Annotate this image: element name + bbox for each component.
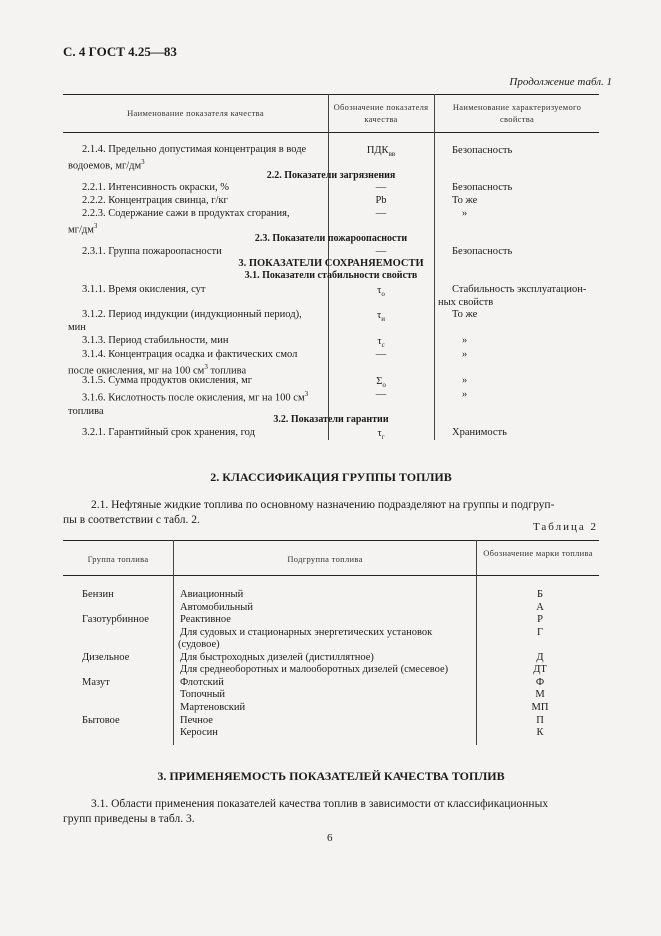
- table1-header-symbol: Обозначение показателя качества: [333, 102, 429, 124]
- table-row: 3.1.3. Период стабильности, мин: [82, 335, 229, 346]
- table2-col-divider: [476, 540, 477, 575]
- table-row: 2.3.1. Группа пожароопасности: [82, 246, 222, 257]
- table2-label: Таблица 2: [532, 521, 598, 533]
- subgroup-cell-cont: (судовое): [178, 639, 220, 650]
- symbol-cell: $\tau_о$: [377, 285, 385, 299]
- subgroup-cell: Для быстроходных дизелей (дистиллятное): [180, 652, 374, 663]
- subgroup-cell: Автомобильный: [180, 602, 253, 613]
- subgroup-cell: Реактивное: [180, 614, 231, 625]
- table-row: 3.1.6. Кислотность после окисления, мг на 100 $см^3$ топлива: [68, 390, 309, 417]
- mark-cell: П: [536, 715, 544, 726]
- mark-cell: М: [535, 689, 545, 700]
- table2-header-subgroup: Подгруппа топлива: [287, 554, 363, 564]
- table1-header-rule: [63, 132, 599, 133]
- group-cell: Бензин: [82, 589, 114, 600]
- group-cell: Мазут: [82, 677, 110, 688]
- table-row: 3.1.2. Период индукции (индукционный период), мин: [68, 309, 302, 333]
- table-row: 2.2.2. Концентрация свинца, г/кг: [82, 195, 228, 206]
- table-row: 3.2.1. Гарантийный срок хранения, год: [82, 427, 255, 438]
- table-row: 3.1.4. Концентрация осадка и фактических смол после окисления, мг на 100 $см^3$ топлива: [68, 349, 298, 377]
- property-cell: Безопасность: [452, 182, 513, 193]
- subgroup-cell: Топочный: [180, 689, 226, 700]
- page-header: С. 4 ГОСТ 4.25—83: [63, 44, 177, 59]
- property-cell: Безопасность: [452, 246, 513, 257]
- property-cell: То же: [452, 309, 478, 320]
- paragraph: 3.1. Области применения показателей качества топлив в зависимости от классификационных групп приведены в табл. 3.: [63, 798, 549, 825]
- subsection-heading: 3.1. Показатели стабильности свойств: [244, 270, 418, 281]
- subsection-heading: 2.3. Показатели пожароопасности: [254, 233, 408, 244]
- mark-cell: А: [536, 602, 544, 613]
- subgroup-cell: Мартеновский: [180, 702, 246, 713]
- section-title: 3. ПРИМЕНЯЕМОСТЬ ПОКАЗАТЕЛЕЙ КАЧЕСТВА ТОПЛИВ: [157, 769, 505, 783]
- table1-col-divider: [434, 94, 435, 132]
- table2-header-group: Группа топлива: [87, 554, 149, 564]
- symbol-cell: $\tau_с$: [377, 336, 385, 350]
- property-cell: »: [462, 349, 468, 360]
- subgroup-cell: Печное: [180, 715, 213, 726]
- mark-cell: Р: [537, 614, 543, 625]
- property-cell: Стабильность эксплуатацион- ных свойств: [438, 284, 587, 308]
- mark-cell: МП: [531, 702, 549, 713]
- table-continuation-label: Продолжение табл. 1: [509, 76, 612, 88]
- symbol-cell: —: [375, 389, 387, 400]
- table-row: 3.1.5. Сумма продуктов окисления, мг: [82, 375, 253, 386]
- table2-header-rule: [63, 575, 599, 576]
- mark-cell: Д: [536, 652, 544, 663]
- table2-col-divider: [476, 575, 477, 745]
- mark-cell: ДТ: [533, 664, 547, 675]
- table1-col-divider: [328, 94, 329, 132]
- subgroup-cell: Авиационный: [180, 589, 244, 600]
- property-cell: Хранимость: [452, 427, 507, 438]
- symbol-cell: —: [375, 349, 387, 360]
- table2-col-divider: [173, 540, 174, 575]
- mark-cell: Г: [536, 627, 544, 638]
- property-cell: »: [462, 208, 468, 219]
- page-number: 6: [327, 832, 333, 844]
- symbol-cell: —: [375, 182, 387, 193]
- symbol-pdk: $ПДК_{вв}$: [366, 145, 396, 159]
- table2-col-divider: [173, 575, 174, 745]
- paragraph: 2.1. Нефтяные жидкие топлива по основному назначению подразделяют на группы и подгруп- пы в соответствии с табл. 2.: [63, 499, 555, 526]
- property-cell: Безопасность: [452, 145, 513, 156]
- mark-cell: Ф: [535, 677, 545, 688]
- table-row: 2.2.3. Содержание сажи в продуктах сгорания, $мг/дм^3$: [68, 208, 290, 236]
- property-cell: »: [462, 335, 468, 346]
- subgroup-cell: Для судовых и стационарных энергетических установок: [180, 627, 433, 638]
- subgroup-cell: Керосин: [180, 727, 218, 738]
- symbol-cell: $\Sigma_о$: [376, 376, 386, 390]
- section-heading: 3. ПОКАЗАТЕЛИ СОХРАНЯЕМОСТИ: [238, 258, 424, 269]
- property-cell: »: [462, 375, 468, 386]
- property-cell: То же: [452, 195, 478, 206]
- table2-header-mark: Обозначение марки топлива: [483, 548, 593, 558]
- mark-cell: К: [536, 727, 544, 738]
- symbol-cell: $\tau_г$: [377, 428, 385, 442]
- symbol-cell: —: [375, 246, 387, 257]
- section-title: 2. КЛАССИФИКАЦИЯ ГРУППЫ ТОПЛИВ: [210, 470, 452, 484]
- subsection-heading: 3.2. Показатели гарантии: [273, 414, 389, 425]
- subgroup-cell: Для среднеоборотных и малооборотных дизелей (смесевое): [180, 664, 449, 675]
- symbol-cell: —: [375, 208, 387, 219]
- symbol-cell: $\tau_и$: [377, 310, 385, 324]
- table1-header-name: Наименование показателя качества: [127, 108, 264, 118]
- property-cell: »: [462, 389, 468, 400]
- table-row: 2.1.4. Предельно допустимая концентрация в воде водоемов, $мг/дм^3$: [68, 144, 307, 172]
- group-cell: Бытовое: [82, 715, 120, 726]
- group-cell: Дизельное: [82, 652, 130, 663]
- table-row: 2.2.1. Интенсивность окраски, %: [82, 182, 229, 193]
- group-cell: Газотурбинное: [82, 614, 149, 625]
- table2-top-rule: [63, 540, 599, 541]
- table-row: 3.1.1. Время окисления, сут: [82, 284, 206, 295]
- table1-header-property: Наименование характеризуемого свойства: [452, 102, 582, 124]
- subgroup-cell: Флотский: [180, 677, 224, 688]
- subsection-heading: 2.2. Показатели загрязнения: [266, 170, 396, 181]
- table1-top-rule: [63, 94, 599, 95]
- symbol-cell: Pb: [375, 195, 387, 206]
- mark-cell: Б: [536, 589, 544, 600]
